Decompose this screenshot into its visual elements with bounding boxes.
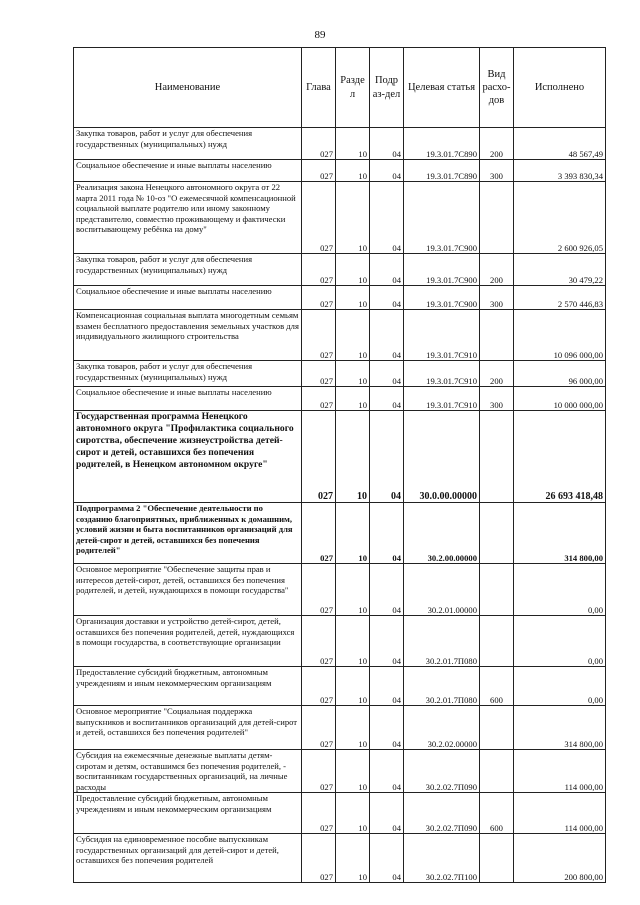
cell-code: 19.3.01.7C900 — [404, 286, 480, 310]
cell-glava: 027 — [302, 254, 336, 286]
cell-razdel: 10 — [336, 503, 370, 564]
cell-podrazdel: 04 — [370, 128, 404, 160]
cell-amount: 114 000,00 — [514, 793, 606, 834]
table-row — [74, 706, 606, 750]
cell-vid: 600 — [480, 667, 514, 706]
cell-code: 19.3.01.7C910 — [404, 310, 480, 361]
cell-amount: 2 600 926,05 — [514, 182, 606, 254]
table-row — [74, 254, 606, 286]
cell-podrazdel: 04 — [370, 411, 404, 503]
cell-amount: 2 570 446,83 — [514, 286, 606, 310]
cell-razdel: 10 — [336, 128, 370, 160]
cell-glava: 027 — [302, 706, 336, 750]
cell-vid — [480, 503, 514, 564]
cell-vid — [480, 834, 514, 883]
cell-name: Основное мероприятие "Социальная поддержка выпускников и воспитанников организаций для детей-сирот и детей, оставшихся без попечения родителей" — [74, 706, 302, 750]
table-row — [74, 667, 606, 706]
cell-amount: 0,00 — [514, 667, 606, 706]
cell-amount: 96 000,00 — [514, 361, 606, 387]
cell-code: 30.2.01.7П080 — [404, 667, 480, 706]
cell-podrazdel: 04 — [370, 160, 404, 182]
cell-name: Социальное обеспечение и иные выплаты населению — [74, 387, 302, 411]
cell-code: 30.2.02.7П090 — [404, 793, 480, 834]
cell-code: 19.3.01.7C900 — [404, 254, 480, 286]
table-row — [74, 411, 606, 503]
cell-glava: 027 — [302, 387, 336, 411]
cell-podrazdel: 04 — [370, 286, 404, 310]
cell-razdel: 10 — [336, 667, 370, 706]
cell-name: Закупка товаров, работ и услуг для обеспечения государственных (муниципальных) нужд — [74, 128, 302, 160]
cell-razdel: 10 — [336, 616, 370, 667]
header-podrazdel: Подр аз-дел — [370, 48, 404, 128]
cell-razdel: 10 — [336, 750, 370, 793]
cell-vid: 600 — [480, 793, 514, 834]
cell-podrazdel: 04 — [370, 616, 404, 667]
cell-vid: 300 — [480, 160, 514, 182]
cell-code: 19.3.01.7C890 — [404, 160, 480, 182]
cell-code: 30.2.02.7П100 — [404, 834, 480, 883]
table-row — [74, 564, 606, 616]
cell-razdel: 10 — [336, 706, 370, 750]
cell-vid — [480, 411, 514, 503]
header-glava: Глава — [302, 48, 336, 128]
cell-vid: 300 — [480, 387, 514, 411]
cell-vid: 200 — [480, 254, 514, 286]
table-row — [74, 834, 606, 883]
cell-glava: 027 — [302, 128, 336, 160]
cell-podrazdel: 04 — [370, 361, 404, 387]
cell-code: 19.3.01.7C890 — [404, 128, 480, 160]
header-name: Наименование — [74, 48, 302, 128]
cell-glava: 027 — [302, 182, 336, 254]
cell-podrazdel: 04 — [370, 387, 404, 411]
cell-code: 30.2.01.00000 — [404, 564, 480, 616]
cell-vid: 200 — [480, 361, 514, 387]
cell-amount: 26 693 418,48 — [514, 411, 606, 503]
cell-podrazdel: 04 — [370, 667, 404, 706]
cell-amount: 200 800,00 — [514, 834, 606, 883]
cell-glava: 027 — [302, 503, 336, 564]
cell-razdel: 10 — [336, 793, 370, 834]
cell-vid — [480, 182, 514, 254]
cell-code: 30.2.01.7П080 — [404, 616, 480, 667]
cell-vid — [480, 706, 514, 750]
table-row — [74, 387, 606, 411]
cell-name: Основное мероприятие "Обеспечение защиты прав и интересов детей-сирот, детей, оставшихся без попечения родителей, и детей, нуждающихся в помощи государства" — [74, 564, 302, 616]
cell-podrazdel: 04 — [370, 254, 404, 286]
table-header-row — [74, 48, 606, 128]
cell-razdel: 10 — [336, 564, 370, 616]
cell-amount: 314 800,00 — [514, 706, 606, 750]
page-number: 89 — [314, 29, 326, 41]
cell-glava: 027 — [302, 616, 336, 667]
table-row — [74, 503, 606, 564]
table-row — [74, 750, 606, 793]
cell-name: Закупка товаров, работ и услуг для обеспечения государственных (муниципальных) нужд — [74, 254, 302, 286]
cell-podrazdel: 04 — [370, 706, 404, 750]
cell-glava: 027 — [302, 793, 336, 834]
cell-razdel: 10 — [336, 286, 370, 310]
cell-vid — [480, 310, 514, 361]
cell-code: 19.3.01.7C900 — [404, 182, 480, 254]
cell-glava: 027 — [302, 160, 336, 182]
cell-vid: 300 — [480, 286, 514, 310]
table-row — [74, 128, 606, 160]
cell-name: Реализация закона Ненецкого автономного округа от 22 марта 2011 года № 10-оз "О ежемесячной компенсационной социальной выплате родителю или иному законному представителю, совместно проживающему и фактически воспитывающему ребёнка на дому" — [74, 182, 302, 254]
cell-amount: 10 096 000,00 — [514, 310, 606, 361]
cell-name: Подпрограмма 2 "Обеспечение деятельности по созданию благоприятных, приближенных к домашним, условий жизни и быта воспитанников организаций для детей-сирот и детей, оставшихся без попечения родителей" — [74, 503, 302, 564]
cell-amount: 10 000 000,00 — [514, 387, 606, 411]
cell-name: Предоставление субсидий бюджетным, автономным учреждениям и иным некоммерческим организациям — [74, 667, 302, 706]
table-row — [74, 160, 606, 182]
cell-razdel: 10 — [336, 254, 370, 286]
cell-razdel: 10 — [336, 182, 370, 254]
cell-code: 30.2.00.00000 — [404, 503, 480, 564]
cell-glava: 027 — [302, 310, 336, 361]
cell-name: Государственная программа Ненецкого автономного округа "Профилактика социального сиротства, обеспечение жизнеустройства детей-сирот и детей, оставшихся без попечения родителей, в Ненецком автономном округе" — [74, 411, 302, 503]
table-row — [74, 310, 606, 361]
budget-table — [73, 47, 606, 883]
cell-glava: 027 — [302, 564, 336, 616]
cell-amount: 0,00 — [514, 616, 606, 667]
cell-name: Закупка товаров, работ и услуг для обеспечения государственных (муниципальных) нужд — [74, 361, 302, 387]
cell-code: 19.3.01.7C910 — [404, 387, 480, 411]
cell-amount: 30 479,22 — [514, 254, 606, 286]
cell-podrazdel: 04 — [370, 182, 404, 254]
cell-podrazdel: 04 — [370, 310, 404, 361]
cell-name: Субсидия на ежемесячные денежные выплаты детям-сиротам и детям, оставшимся без попечения родителей, - воспитанникам государственных организаций, на личные расходы — [74, 750, 302, 793]
cell-razdel: 10 — [336, 160, 370, 182]
cell-razdel: 10 — [336, 310, 370, 361]
cell-code: 30.2.02.00000 — [404, 706, 480, 750]
cell-code: 30.2.02.7П090 — [404, 750, 480, 793]
header-tselevaya: Целевая статья — [404, 48, 480, 128]
cell-podrazdel: 04 — [370, 564, 404, 616]
header-ispolneno: Исполнено — [514, 48, 606, 128]
cell-podrazdel: 04 — [370, 503, 404, 564]
cell-name: Компенсационная социальная выплата многодетным семьям взамен бесплатного предоставления земельных участков для индивидуального жилищного строительства — [74, 310, 302, 361]
cell-vid — [480, 750, 514, 793]
cell-name: Организация доставки и устройство детей-сирот, детей, оставшихся без попечения родителей, детей, нуждающихся в помощи государства, в соответствующие организации — [74, 616, 302, 667]
cell-amount: 0,00 — [514, 564, 606, 616]
cell-glava: 027 — [302, 667, 336, 706]
cell-podrazdel: 04 — [370, 834, 404, 883]
cell-glava: 027 — [302, 750, 336, 793]
table-row — [74, 793, 606, 834]
cell-vid — [480, 616, 514, 667]
table-row — [74, 361, 606, 387]
table-row — [74, 616, 606, 667]
header-vid: Вид расхо-дов — [480, 48, 514, 128]
cell-razdel: 10 — [336, 411, 370, 503]
cell-vid: 200 — [480, 128, 514, 160]
cell-amount: 314 800,00 — [514, 503, 606, 564]
cell-name: Социальное обеспечение и иные выплаты населению — [74, 286, 302, 310]
cell-glava: 027 — [302, 834, 336, 883]
header-razdel: Разде л — [336, 48, 370, 128]
cell-podrazdel: 04 — [370, 793, 404, 834]
cell-razdel: 10 — [336, 387, 370, 411]
cell-name: Предоставление субсидий бюджетным, автономным учреждениям и иным некоммерческим организациям — [74, 793, 302, 834]
cell-glava: 027 — [302, 286, 336, 310]
cell-vid — [480, 564, 514, 616]
table-row — [74, 182, 606, 254]
cell-glava: 027 — [302, 411, 336, 503]
cell-amount: 114 000,00 — [514, 750, 606, 793]
cell-code: 30.0.00.00000 — [404, 411, 480, 503]
table-row — [74, 286, 606, 310]
cell-amount: 48 567,49 — [514, 128, 606, 160]
cell-name: Субсидия на единовременное пособие выпускникам государственных организаций для детей-сирот и детей, оставшихся без попечения родителей — [74, 834, 302, 883]
cell-code: 19.3.01.7C910 — [404, 361, 480, 387]
cell-glava: 027 — [302, 361, 336, 387]
cell-name: Социальное обеспечение и иные выплаты населению — [74, 160, 302, 182]
cell-razdel: 10 — [336, 361, 370, 387]
cell-amount: 3 393 830,34 — [514, 160, 606, 182]
cell-podrazdel: 04 — [370, 750, 404, 793]
cell-razdel: 10 — [336, 834, 370, 883]
